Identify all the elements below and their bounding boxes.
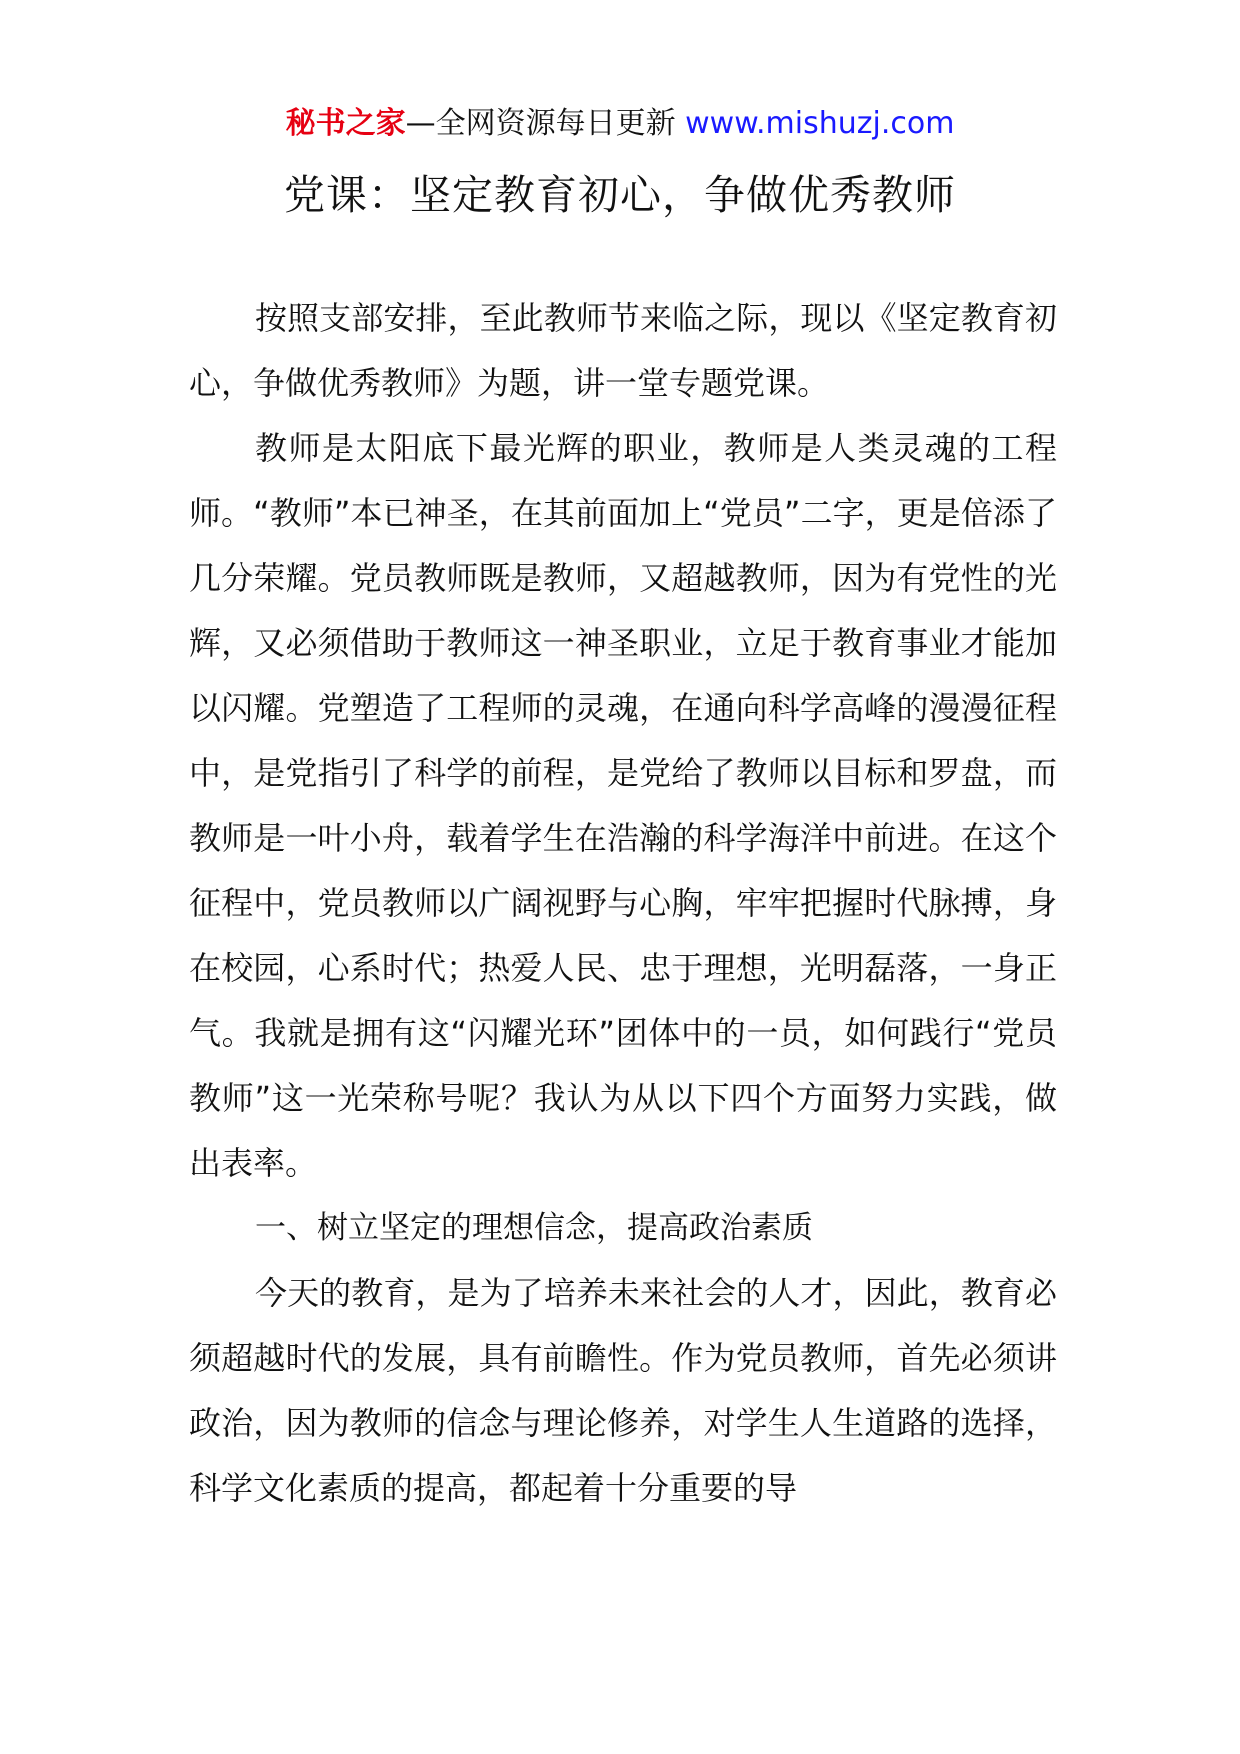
- document-body: [189, 286, 1057, 1521]
- paragraph: 今天的教育，是为了培养未来社会的人才，因此，教育必须超越时代的发展，具有前瞻性。作为党员教师，首先必须讲政治，因为教师的信念与理论修养，对学生人生道路的选择，科学文化素质的提高，都起着十分重要的导: [189, 1274, 1057, 1507]
- header-slogan: —全网资源每日更新: [405, 106, 686, 141]
- paragraph: 教师是太阳底下最光辉的职业，教师是人类灵魂的工程师。“教师”本已神圣，在其前面加上“党员”二字，更是倍添了几分荣耀。党员教师既是教师，又超越教师，因为有党性的光辉，又必须借助于教师这一神圣职业，立足于教育事业才能加以闪耀。党塑造了工程师的灵魂，在通向科学高峰的漫漫征程中，是党指引了科学的前程，是党给了教师以目标和罗盘，而教师是一叶小舟，载着学生在浩瀚的科学海洋中前进。在这个征程中，党员教师以广阔视野与心胸，牢牢把握时代脉搏，身在校园，心系时代；热爱人民、忠于理想，光明磊落，一身正气。我就是拥有这“闪耀光环”团体中的一员，如何践行“党员教师”这一光荣称号呢？我认为从以下四个方面努力实践，做出表率。: [189, 429, 1057, 1182]
- brand-name: 秘书之家: [285, 106, 406, 141]
- site-header: [0, 104, 1240, 144]
- site-url-link[interactable]: www.mishuzj.com: [685, 106, 955, 141]
- document-title: 党课：坚定教育初心，争做优秀教师: [284, 171, 956, 219]
- section-heading: 一、树立坚定的理想信念，提高政治素质: [255, 1210, 813, 1246]
- paragraph: 按照支部安排，至此教师节来临之际，现以《坚定教育初心，争做优秀教师》为题，讲一堂专题党课。: [189, 299, 1057, 402]
